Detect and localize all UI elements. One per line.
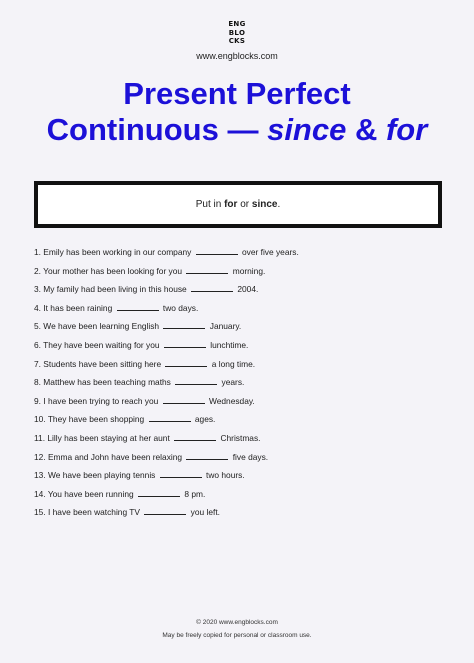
exercise-item xyxy=(34,503,299,522)
exercise-item xyxy=(34,317,299,336)
title-continuous: Continuous — xyxy=(46,112,268,147)
exercise-text-after: lunchtime. xyxy=(210,339,249,350)
exercise-text-before: 5. We have been learning English xyxy=(34,321,160,332)
engblocks-logo xyxy=(226,20,248,45)
site-url[interactable]: www.engblocks.com xyxy=(196,51,278,61)
exercise-text-before: 1. Emily has been working in our company xyxy=(34,247,192,257)
title-for: for xyxy=(385,112,428,147)
exercise-text-before: 9. I have been trying to reach you xyxy=(34,395,159,406)
instruction-box xyxy=(34,181,442,228)
exercise-item xyxy=(34,448,299,467)
exercise-text-after: 8 pm. xyxy=(184,488,206,499)
answer-blank[interactable] xyxy=(165,358,207,367)
exercise-text-after: two days. xyxy=(162,302,199,313)
exercise-item xyxy=(34,373,299,392)
exercise-text-after: a long time. xyxy=(211,358,256,369)
instruction-prefix: Put in xyxy=(195,199,225,210)
exercise-text-before: 4. It has been raining xyxy=(34,302,113,313)
exercise-item xyxy=(34,299,299,318)
exercise-item xyxy=(34,262,299,281)
answer-blank[interactable] xyxy=(186,265,228,274)
exercise-text-after: Wednesday. xyxy=(208,395,255,406)
answer-blank[interactable] xyxy=(175,376,217,385)
exercise-text-before: 12. Emma and John have been relaxing xyxy=(34,451,183,462)
exercise-text-after: you left. xyxy=(190,507,220,518)
exercise-text-after: over five years. xyxy=(242,247,299,257)
page-title xyxy=(0,76,474,148)
exercise-item xyxy=(34,336,299,355)
answer-blank[interactable] xyxy=(138,488,180,497)
exercise-item xyxy=(34,355,299,374)
footer-note: May be freely copied for personal or classroom use. xyxy=(162,632,312,639)
exercise-text-before: 15. I have been watching TV xyxy=(34,507,140,518)
instruction-suffix: . xyxy=(277,199,281,210)
exercise-text-after: ages. xyxy=(194,414,216,425)
exercise-text-before: 7. Students have been sitting here xyxy=(34,358,162,369)
exercise-item xyxy=(34,392,299,411)
exercise-text-after: five days. xyxy=(232,451,269,462)
logo-line-3: CKS xyxy=(228,37,246,45)
answer-blank[interactable] xyxy=(160,469,202,478)
logo-line-1: ENG xyxy=(228,20,246,28)
exercise-text-after: years. xyxy=(221,377,245,388)
answer-blank[interactable] xyxy=(196,246,238,255)
exercise-text-before: 2. Your mother has been looking for you xyxy=(34,265,183,276)
exercise-text-before: 13. We have been playing tennis xyxy=(34,470,156,481)
instruction-middle: or xyxy=(237,199,252,210)
exercise-item xyxy=(34,485,299,504)
answer-blank[interactable] xyxy=(174,432,216,441)
exercise-text-before: 6. They have been waiting for you xyxy=(34,339,160,350)
title-line-1: Present Perfect xyxy=(123,76,351,111)
answer-blank[interactable] xyxy=(163,395,205,404)
instruction-word-for: for xyxy=(224,199,238,210)
answer-blank[interactable] xyxy=(191,283,233,292)
answer-blank[interactable] xyxy=(163,320,205,329)
instruction-word-since: since xyxy=(251,199,278,210)
exercise-text-before: 10. They have been shopping xyxy=(34,414,145,425)
title-since: since xyxy=(267,112,347,147)
answer-blank[interactable] xyxy=(117,302,159,311)
title-line-2 xyxy=(0,112,474,148)
answer-blank[interactable] xyxy=(144,506,186,515)
exercise-text-after: two hours. xyxy=(206,470,245,481)
footer-copyright: © 2020 www.engblocks.com xyxy=(196,619,278,626)
exercise-text-after: 2004. xyxy=(237,284,259,295)
title-ampersand: & xyxy=(346,112,386,147)
exercise-text-before: 8. Matthew has been teaching maths xyxy=(34,377,171,388)
exercise-item xyxy=(34,429,299,448)
exercise-text-before: 11. Lilly has been staying at her aunt xyxy=(34,432,170,443)
answer-blank[interactable] xyxy=(149,413,191,422)
exercise-item xyxy=(34,466,299,485)
answer-blank[interactable] xyxy=(164,339,206,348)
exercise-text-after: Christmas. xyxy=(220,432,261,443)
exercise-item xyxy=(34,243,299,262)
exercise-text-after: morning. xyxy=(232,265,266,276)
instruction-text xyxy=(196,199,281,210)
exercise-item xyxy=(34,410,299,429)
answer-blank[interactable] xyxy=(186,451,228,460)
exercise-text-before: 14. You have been running xyxy=(34,488,134,499)
exercise-list xyxy=(34,243,299,522)
exercise-text-after: January. xyxy=(209,321,242,332)
logo-line-2: BLO xyxy=(228,28,246,37)
exercise-text-before: 3. My family had been living in this house xyxy=(34,284,187,295)
exercise-item xyxy=(34,280,299,299)
